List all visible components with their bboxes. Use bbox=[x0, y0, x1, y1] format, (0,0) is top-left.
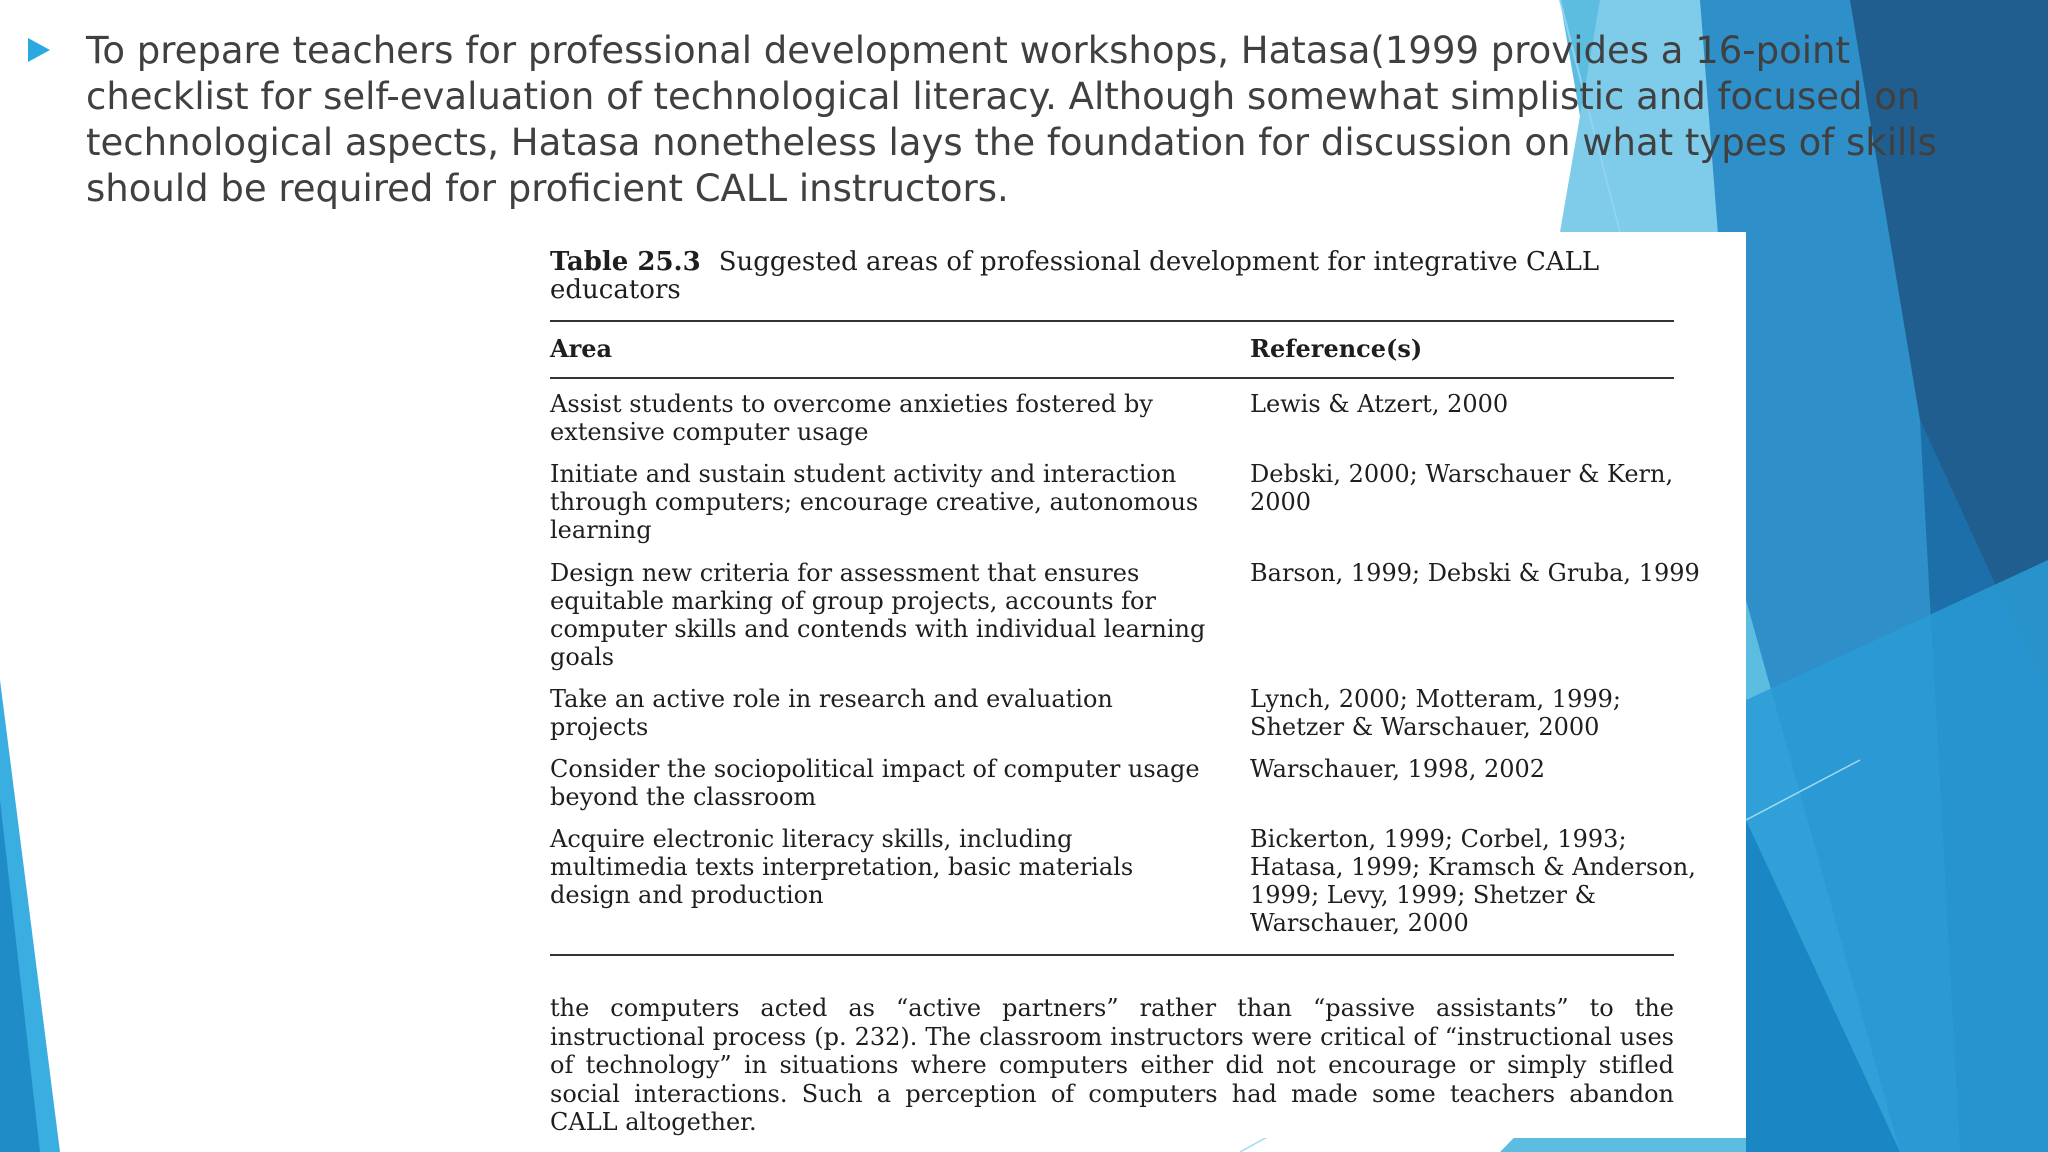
table-top-rule bbox=[550, 320, 1674, 322]
body-paragraph: the computers acted as “active partners” rather than “passive assistants” to the instructional process (p. 232). The classroom instructors were critical of “instructional uses of technology” in situations where computers either did not encourage or simply stifled social interactions. Such a perception of computers had made some teachers abandon CALL altogether. bbox=[550, 994, 1674, 1136]
table-cell-refs: Barson, 1999; Debski & Gruba, 1999 bbox=[1250, 559, 1700, 587]
table-cell-area: Design new criteria for assessment that ensures equitable marking of group projects, accounts for computer skills and contends with individual learning goals bbox=[550, 559, 1206, 671]
table-cell-area: Initiate and sustain student activity and interaction through computers; encourage creative, autonomous learning bbox=[550, 460, 1199, 544]
table-bottom-rule bbox=[550, 954, 1674, 956]
bullet-arrow-icon bbox=[28, 38, 50, 62]
table-cell-refs: Lynch, 2000; Motteram, 1999; Shetzer & Warschauer, 2000 bbox=[1250, 685, 1621, 741]
bullet-text: To prepare teachers for professional development workshops, Hatasa(1999 provides a 16-point checklist for self-evaluation of technological literacy. Although somewhat simplistic and focused on technological aspects, Hatasa nonetheless lays the foundation for discussion on what types of skills should be required for proficient CALL instructors. bbox=[86, 29, 1937, 210]
table-number: Table 25.3 bbox=[550, 247, 701, 277]
table-cell-refs: Bickerton, 1999; Corbel, 1993; Hatasa, 1999; Kramsch & Anderson, 1999; Levy, 1999; Shetzer & Warschauer, 2000 bbox=[1250, 825, 1696, 937]
column-header-references: Reference(s) bbox=[1250, 334, 1423, 363]
table-caption-text: Suggested areas of professional development for integrative CALL educators bbox=[550, 247, 1600, 305]
table-header-rule bbox=[550, 377, 1674, 379]
table-cell-area: Assist students to overcome anxieties fostered by extensive computer usage bbox=[550, 390, 1153, 446]
table-cell-refs: Warschauer, 1998, 2002 bbox=[1250, 755, 1546, 783]
table-cell-area: Consider the sociopolitical impact of computer usage beyond the classroom bbox=[550, 755, 1200, 811]
table-caption bbox=[550, 248, 1670, 304]
table-cell-refs: Debski, 2000; Warschauer & Kern, 2000 bbox=[1250, 460, 1674, 516]
scanned-table-image bbox=[508, 232, 1746, 1138]
table-cell-refs: Lewis & Atzert, 2000 bbox=[1250, 390, 1509, 418]
column-header-area: Area bbox=[550, 334, 613, 363]
table-cell-area: Take an active role in research and evaluation projects bbox=[550, 685, 1113, 741]
table-cell-area: Acquire electronic literacy skills, including multimedia texts interpretation, basic materials design and production bbox=[550, 825, 1134, 909]
